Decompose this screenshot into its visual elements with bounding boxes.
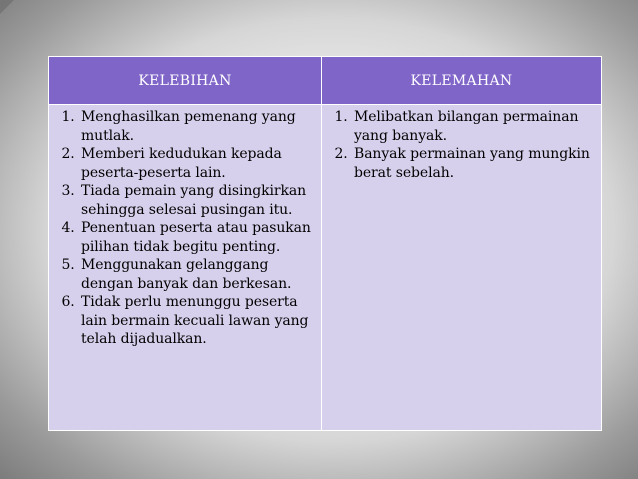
list-item: 4. Penentuan peserta atau pasukan pilihan tidak begitu penting. (79, 219, 317, 256)
header-kelebihan: KELEBIHAN (49, 57, 322, 105)
header-row (49, 57, 602, 105)
list-item: 1. Melibatkan bilangan permainan yang banyak. (352, 108, 597, 145)
list-item: 3. Tiada pemain yang disingkirkan sehingga selesai pusingan itu. (79, 182, 317, 219)
comparison-table (48, 56, 602, 431)
kelebihan-list (55, 108, 317, 349)
header-kelemahan: KELEMAHAN (322, 57, 602, 105)
list-item: 6. Tidak perlu menunggu peserta lain bermain kecuali lawan yang telah dijadualkan. (79, 293, 317, 349)
list-item: 5. Menggunakan gelanggang dengan banyak dan berkesan. (79, 256, 317, 293)
corner-decoration (0, 0, 14, 14)
kelemahan-cell (322, 105, 602, 431)
list-item: 2. Banyak permainan yang mungkin berat sebelah. (352, 145, 597, 182)
kelemahan-list (328, 108, 597, 182)
list-item: 2. Memberi kedudukan kepada peserta-peserta lain. (79, 145, 317, 182)
kelebihan-cell (49, 105, 322, 431)
content-row (49, 105, 602, 431)
list-item: 1. Menghasilkan pemenang yang mutlak. (79, 108, 317, 145)
